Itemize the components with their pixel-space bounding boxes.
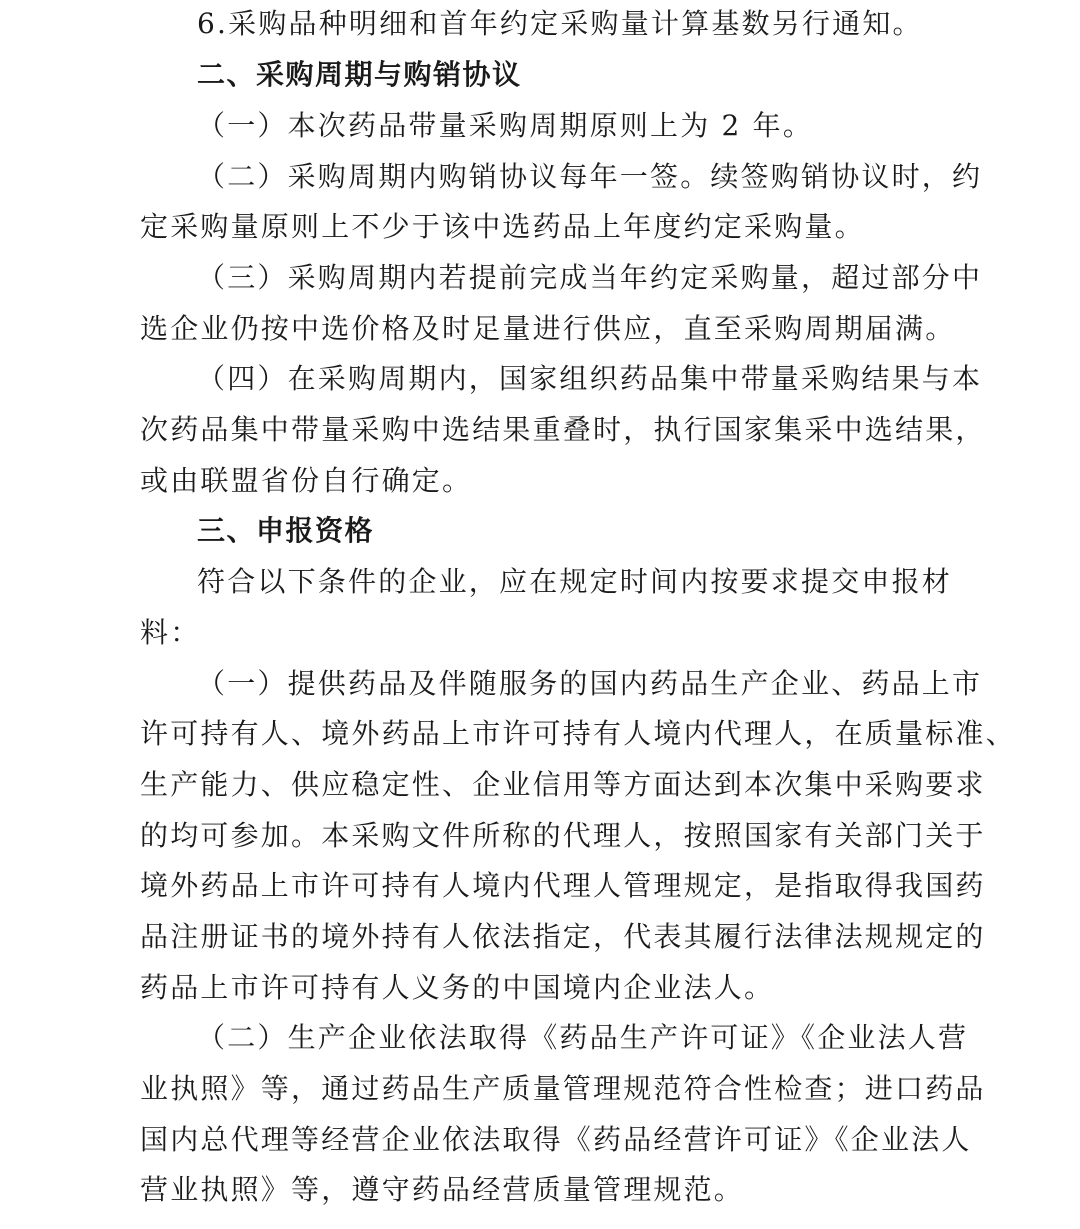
paragraph-line: （二）采购周期内购销协议每年一签。续签购销协议时，约 — [197, 160, 983, 193]
paragraph-line: （一）提供药品及伴随服务的国内药品生产企业、药品上市 — [197, 667, 983, 700]
section-heading: 三、申报资格 — [197, 514, 375, 547]
paragraph-line: 次药品集中带量采购中选结果重叠时，执行国家集采中选结果， — [140, 413, 986, 446]
paragraph-line: 境外药品上市许可持有人境内代理人管理规定，是指取得我国药 — [140, 869, 986, 902]
paragraph-line: 6.采购品种明细和首年约定采购量计算基数另行通知。 — [197, 7, 923, 40]
paragraph-line: 符合以下条件的企业，应在规定时间内按要求提交申报材 — [197, 565, 953, 598]
paragraph-line: 或由联盟省份自行确定。 — [140, 464, 473, 497]
paragraph-line: （一）本次药品带量采购周期原则上为 2 年。 — [197, 109, 814, 142]
paragraph-line: 定采购量原则上不少于该中选药品上年度约定采购量。 — [140, 210, 865, 243]
paragraph-line: 许可持有人、境外药品上市许可持有人境内代理人，在质量标准、 — [140, 717, 1016, 750]
paragraph-line: 品注册证书的境外持有人依法指定，代表其履行法律法规规定的 — [140, 920, 986, 953]
section-heading: 二、采购周期与购销协议 — [197, 58, 522, 91]
paragraph-line: 的均可参加。本采购文件所称的代理人，按照国家有关部门关于 — [140, 819, 986, 852]
paragraph-line: （三）采购周期内若提前完成当年约定采购量，超过部分中 — [197, 261, 983, 294]
paragraph-line: （二）生产企业依法取得《药品生产许可证》《企业法人营 — [197, 1021, 969, 1054]
paragraph-line: 国内总代理等经营企业依法取得《药品经营许可证》《企业法人 — [140, 1123, 972, 1156]
paragraph-line: （四）在采购周期内，国家组织药品集中带量采购结果与本 — [197, 362, 983, 395]
paragraph-line: 药品上市许可持有人义务的中国境内企业法人。 — [140, 971, 775, 1004]
paragraph-line: 营业执照》等，遵守药品经营质量管理规范。 — [140, 1173, 745, 1206]
paragraph-line: 料： — [140, 616, 201, 649]
paragraph-line: 选企业仍按中选价格及时足量进行供应，直至采购周期届满。 — [140, 312, 956, 345]
paragraph-line: 生产能力、供应稳定性、企业信用等方面达到本次集中采购要求 — [140, 768, 986, 801]
paragraph-line: 业执照》等，通过药品生产质量管理规范符合性检查；进口药品 — [140, 1072, 986, 1105]
